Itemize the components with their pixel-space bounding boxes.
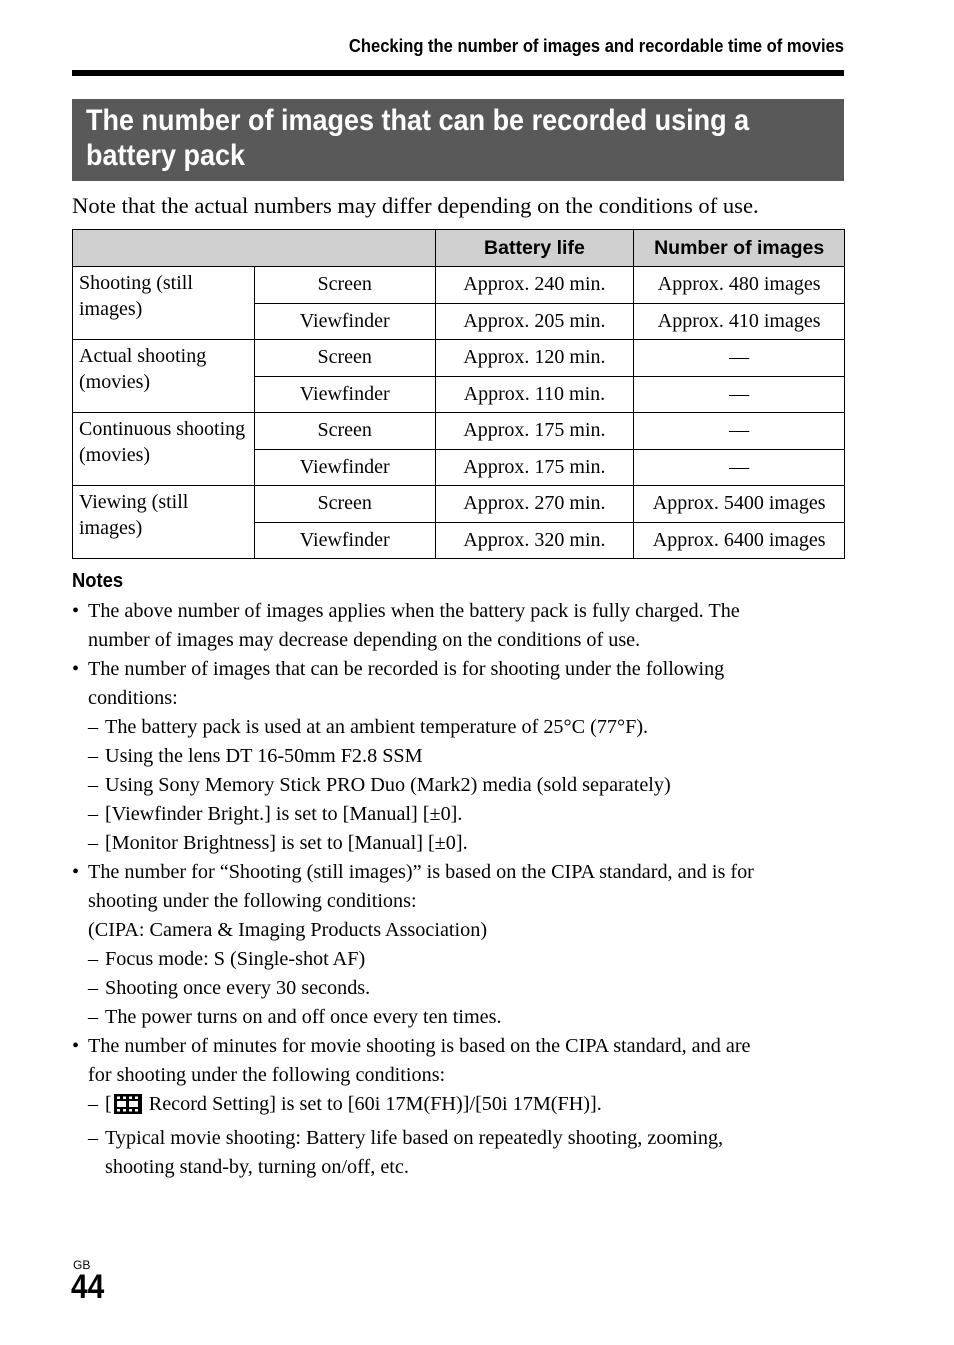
bullet-mark: • [72,658,80,680]
bullet-mark: • [72,861,80,883]
dash-mark: – [88,977,99,999]
condition-text: Using Sony Memory Stick PRO Duo (Mark2) media (sold separately) [105,774,671,796]
condition-item [72,1124,862,1182]
battery-life-cell: Approx. 205 min. [435,303,634,340]
note-item [72,597,862,655]
battery-life-cell: Approx. 120 min. [435,340,634,377]
page-number: 44 [71,1268,105,1306]
notes-heading: Notes [72,570,124,592]
dash-mark: – [88,1006,99,1028]
condition-text: [Monitor Brightness] is set to [Manual] [±0]. [105,832,468,854]
dash-mark: – [88,716,99,738]
condition-item [72,974,862,1003]
note-line: (CIPA: Camera & Imaging Products Association) [88,919,488,941]
dash-mark: – [88,774,99,796]
battery-life-cell: Approx. 320 min. [435,522,634,559]
number-of-images-cell: — [634,376,845,413]
number-of-images-cell: Approx. 410 images [634,303,845,340]
condition-text: [Viewfinder Bright.] is set to [Manual] [±0]. [105,803,463,825]
category-cell: Continuous shooting (movies) [73,413,255,486]
table-row [73,413,845,450]
table-header-battery-life: Battery life [435,230,634,267]
number-of-images-cell: — [634,413,845,450]
mode-cell: Viewfinder [254,303,435,340]
section-title-line-2: battery pack [86,139,246,172]
battery-life-cell: Approx. 270 min. [435,486,634,523]
table-header-row [73,230,845,267]
bullet-mark: • [72,1035,80,1057]
number-of-images-cell: — [634,340,845,377]
bracket-open: [ [105,1093,112,1115]
number-of-images-cell: Approx. 5400 images [634,486,845,523]
note-line: for shooting under the following conditions: [88,1064,446,1086]
mode-cell: Viewfinder [254,376,435,413]
note-item [72,858,862,945]
intro-text: Note that the actual numbers may differ depending on the conditions of use. [72,193,759,218]
note-line: number of images may decrease depending on the conditions of use. [88,629,641,651]
condition-item [72,742,862,771]
locale-code: GB [73,1258,91,1272]
mode-cell: Screen [254,340,435,377]
number-of-images-cell: Approx. 6400 images [634,522,845,559]
category-cell: Shooting (still images) [73,267,255,340]
battery-life-cell: Approx. 175 min. [435,413,634,450]
mode-cell: Viewfinder [254,522,435,559]
condition-text: Focus mode: S (Single-shot AF) [105,948,366,970]
table-row [73,486,845,523]
condition-item [72,1090,862,1124]
mode-cell: Screen [254,413,435,450]
mode-cell: Screen [254,486,435,523]
note-item [72,1032,862,1090]
note-line: The number for “Shooting (still images)” is based on the CIPA standard, and is for [88,861,754,883]
table-header-number-of-images: Number of images [634,230,845,267]
note-line: The number of images that can be recorded is for shooting under the following [88,658,725,680]
number-of-images-cell: — [634,449,845,486]
notes-list [72,597,862,1182]
category-cell: Actual shooting (movies) [73,340,255,413]
condition-item [72,800,862,829]
dash-mark: – [88,1093,99,1115]
condition-text: The battery pack is used at an ambient temperature of 25°C (77°F). [105,716,649,738]
note-line: conditions: [88,687,178,709]
battery-life-cell: Approx. 110 min. [435,376,634,413]
battery-life-cell: Approx. 175 min. [435,449,634,486]
dash-mark: – [88,803,99,825]
condition-text: Record Setting] is set to [60i 17M(FH)]/[50i 17M(FH)]. [148,1093,602,1115]
battery-life-cell: Approx. 240 min. [435,267,634,304]
dash-mark: – [88,832,99,854]
section-title [72,99,844,181]
movie-film-icon [113,1093,143,1124]
condition-text: shooting stand-by, turning on/off, etc. [105,1156,409,1178]
note-line: shooting under the following conditions: [88,890,417,912]
note-line: The above number of images applies when the battery pack is fully charged. The [88,600,740,622]
condition-text: The power turns on and off once every ten times. [105,1006,502,1028]
bullet-mark: • [72,600,80,622]
condition-text: Typical movie shooting: Battery life based on repeatedly shooting, zooming, [105,1127,724,1149]
dash-mark: – [88,745,99,767]
dash-mark: – [88,1127,99,1149]
condition-item [72,713,862,742]
condition-text: Using the lens DT 16-50mm F2.8 SSM [105,745,423,767]
number-of-images-cell: Approx. 480 images [634,267,845,304]
condition-item [72,771,862,800]
battery-table [72,229,845,559]
header-rule [72,70,844,76]
condition-text: Shooting once every 30 seconds. [105,977,371,999]
condition-item [72,1003,862,1032]
mode-cell: Screen [254,267,435,304]
section-title-line-1: The number of images that can be recorded using a [86,104,750,137]
category-cell: Viewing (still images) [73,486,255,559]
table-header-blank [73,230,436,267]
dash-mark: – [88,948,99,970]
running-head: Checking the number of images and recordable time of movies [348,36,844,56]
mode-cell: Viewfinder [254,449,435,486]
note-item [72,655,862,713]
condition-item [72,829,862,858]
condition-item [72,945,862,974]
table-row [73,340,845,377]
table-row [73,267,845,304]
note-line: The number of minutes for movie shooting is based on the CIPA standard, and are [88,1035,751,1057]
